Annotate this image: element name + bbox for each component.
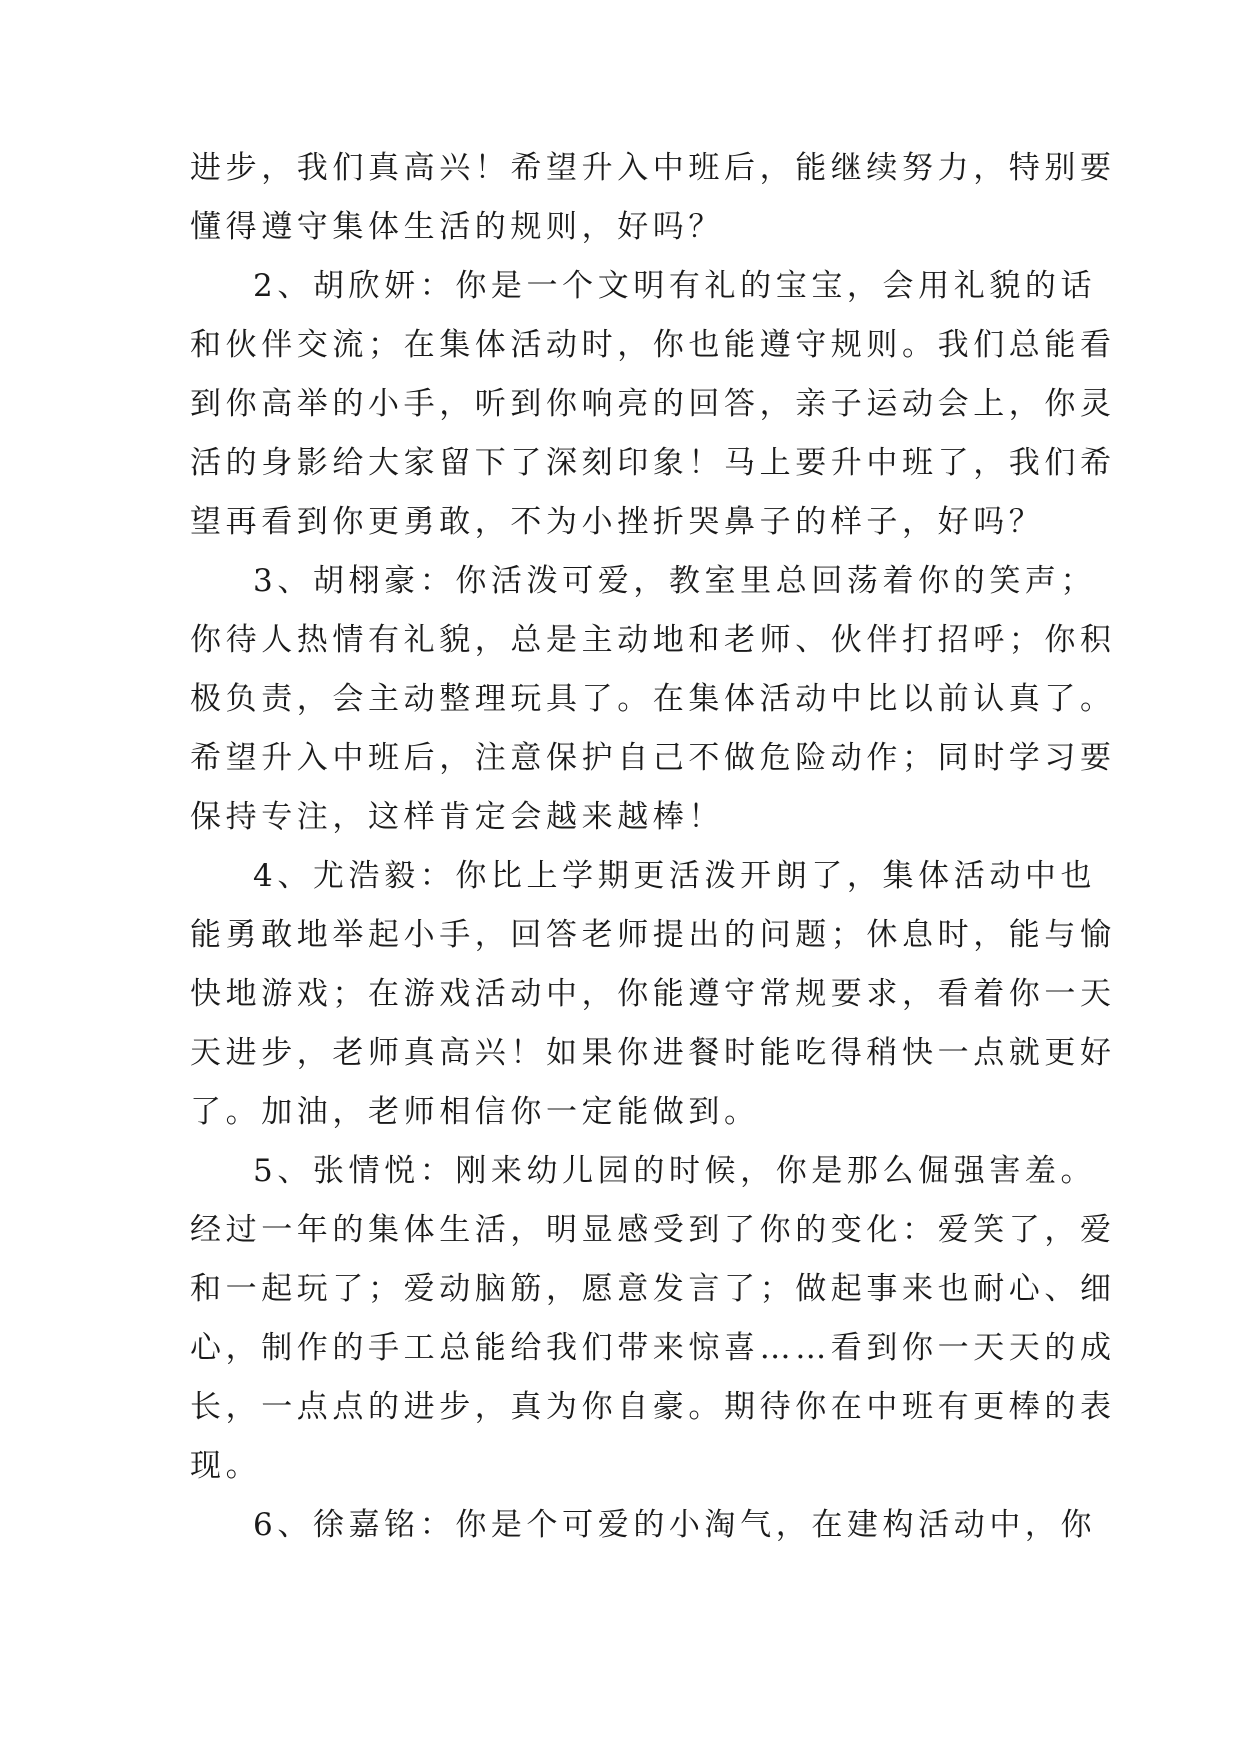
text-line: 望再看到你更勇敢，不为小挫折哭鼻子的样子，好吗？ (190, 504, 1045, 540)
text-line: 现。 (190, 1448, 262, 1484)
text-line: 到你高举的小手，听到你响亮的回答，亲子运动会上，你灵 (190, 386, 1116, 422)
text-line: 长，一点点的进步，真为你自豪。期待你在中班有更棒的表 (190, 1389, 1116, 1425)
paragraph-2-start: 2、胡欣妍：你是一个文明有礼的宝宝，会用礼貌的话 (253, 268, 1097, 304)
paragraph-4-start: 4、尤浩毅：你比上学期更活泼开朗了，集体活动中也 (253, 858, 1097, 894)
text-line: 快地游戏；在游戏活动中，你能遵守常规要求，看着你一天 (190, 976, 1116, 1012)
text-line: 活的身影给大家留下了深刻印象！马上要升中班了，我们希 (190, 445, 1116, 481)
text-line: 天进步，老师真高兴！如果你进餐时能吃得稍快一点就更好 (190, 1035, 1116, 1071)
paragraph-3-start: 3、胡栩豪：你活泼可爱，教室里总回荡着你的笑声； (253, 563, 1097, 599)
text-line: 极负责，会主动整理玩具了。在集体活动中比以前认真了。 (190, 681, 1116, 717)
text-line: 心，制作的手工总能给我们带来惊喜……看到你一天天的成 (190, 1330, 1116, 1366)
text-line: 希望升入中班后，注意保护自己不做危险动作；同时学习要 (190, 740, 1116, 776)
text-line: 和伙伴交流；在集体活动时，你也能遵守规则。我们总能看 (190, 327, 1116, 363)
text-line: 进步，我们真高兴！希望升入中班后，能继续努力，特别要 (190, 150, 1116, 186)
text-line: 你待人热情有礼貌，总是主动地和老师、伙伴打招呼；你积 (190, 622, 1116, 658)
text-line: 经过一年的集体生活，明显感受到了你的变化：爱笑了，爱 (190, 1212, 1116, 1248)
text-line: 能勇敢地举起小手，回答老师提出的问题；休息时，能与愉 (190, 917, 1116, 953)
text-line: 了。加油，老师相信你一定能做到。 (190, 1094, 760, 1130)
paragraph-6-start: 6、徐嘉铭：你是个可爱的小淘气，在建构活动中，你 (253, 1507, 1097, 1543)
text-line: 保持专注，这样肯定会越来越棒！ (190, 799, 724, 835)
text-line: 懂得遵守集体生活的规则，好吗？ (190, 209, 724, 245)
text-line: 和一起玩了；爱动脑筋，愿意发言了；做起事来也耐心、细 (190, 1271, 1116, 1307)
paragraph-5-start: 5、张情悦：刚来幼儿园的时候，你是那么倔强害羞。 (253, 1153, 1097, 1189)
